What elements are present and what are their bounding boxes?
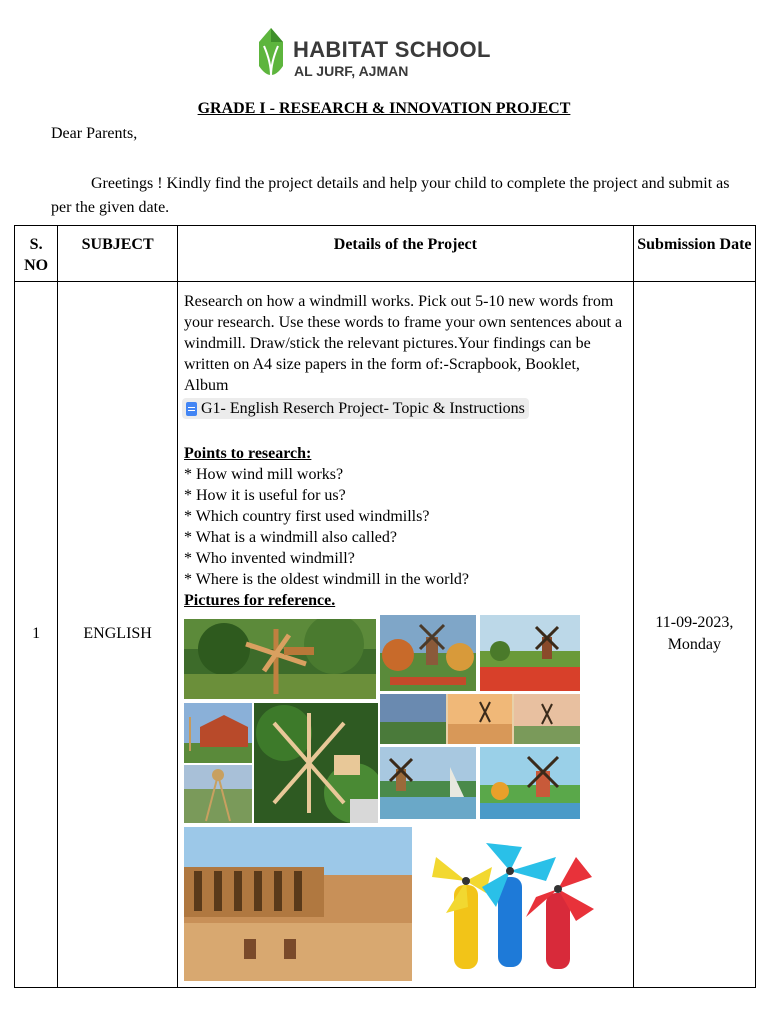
wooden-windmill-photo — [254, 703, 378, 823]
lake-windmill-painting — [380, 747, 476, 819]
reference-pictures — [184, 615, 584, 981]
document-title: GRADE I - RESEARCH & INNOVATION PROJECT — [197, 100, 571, 117]
point-item: * How wind mill works? — [184, 465, 344, 483]
windmill-painting — [380, 615, 476, 691]
ancient-windmills-photo — [184, 827, 412, 981]
salutation: Dear Parents, — [51, 125, 138, 142]
table-row — [15, 282, 756, 988]
row-subject: ENGLISH — [58, 282, 178, 988]
school-location: AL JURF, AJMAN — [294, 63, 409, 79]
header-subject: SUBJECT — [58, 226, 178, 282]
barn-windmill-photo — [184, 703, 252, 763]
pictures-heading: Pictures for reference. — [184, 591, 336, 609]
google-docs-icon — [186, 402, 197, 416]
submission-date: 11-09-2023, — [655, 614, 734, 632]
project-table — [14, 225, 756, 988]
pencil-leaf-icon — [256, 26, 286, 82]
point-item: * Who invented windmill? — [184, 549, 355, 567]
point-item: * How it is useful for us? — [184, 486, 346, 504]
point-item: * Where is the oldest windmill in the world? — [184, 570, 469, 588]
row-submission-date — [633, 282, 755, 988]
instructions-link-label: G1- English Reserch Project- Topic & Instructions — [201, 400, 525, 417]
header-details: Details of the Project — [178, 226, 634, 282]
greeting-paragraph: Greetings ! Kindly find the project details and help your child to complete the project and submit as per the given date. — [51, 175, 730, 216]
tulip-windmill-painting — [480, 615, 580, 691]
points-heading: Points to research: — [184, 444, 312, 462]
paper-windmills-photo — [416, 837, 600, 973]
row-details — [178, 282, 634, 988]
school-logo — [256, 26, 516, 84]
header-submission-date: Submission Date — [633, 226, 755, 282]
village-windmill-painting — [480, 747, 580, 819]
header-sno: S. NO — [15, 226, 58, 282]
project-description: Research on how a windmill works. Pick out 5-10 new words from your research. Use these words to frame your own sentences about a windmill. Draw/stick the relevant pictures.Your findings can be written on A4 size papers in the form of:-Scrapbook, Booklet, Album — [184, 293, 623, 394]
point-item: * Which country first used windmills? — [184, 507, 430, 525]
windmill-collage — [380, 694, 580, 744]
garden-windmill-photo — [184, 619, 376, 699]
table-header-row — [15, 226, 756, 282]
school-name: HABITAT SCHOOL — [293, 37, 491, 62]
submission-day: Monday — [667, 636, 722, 654]
instructions-link-chip[interactable] — [182, 398, 529, 419]
row-sno: 1 — [15, 282, 58, 988]
tower-windmill-photo — [184, 765, 252, 823]
point-item: * What is a windmill also called? — [184, 528, 397, 546]
